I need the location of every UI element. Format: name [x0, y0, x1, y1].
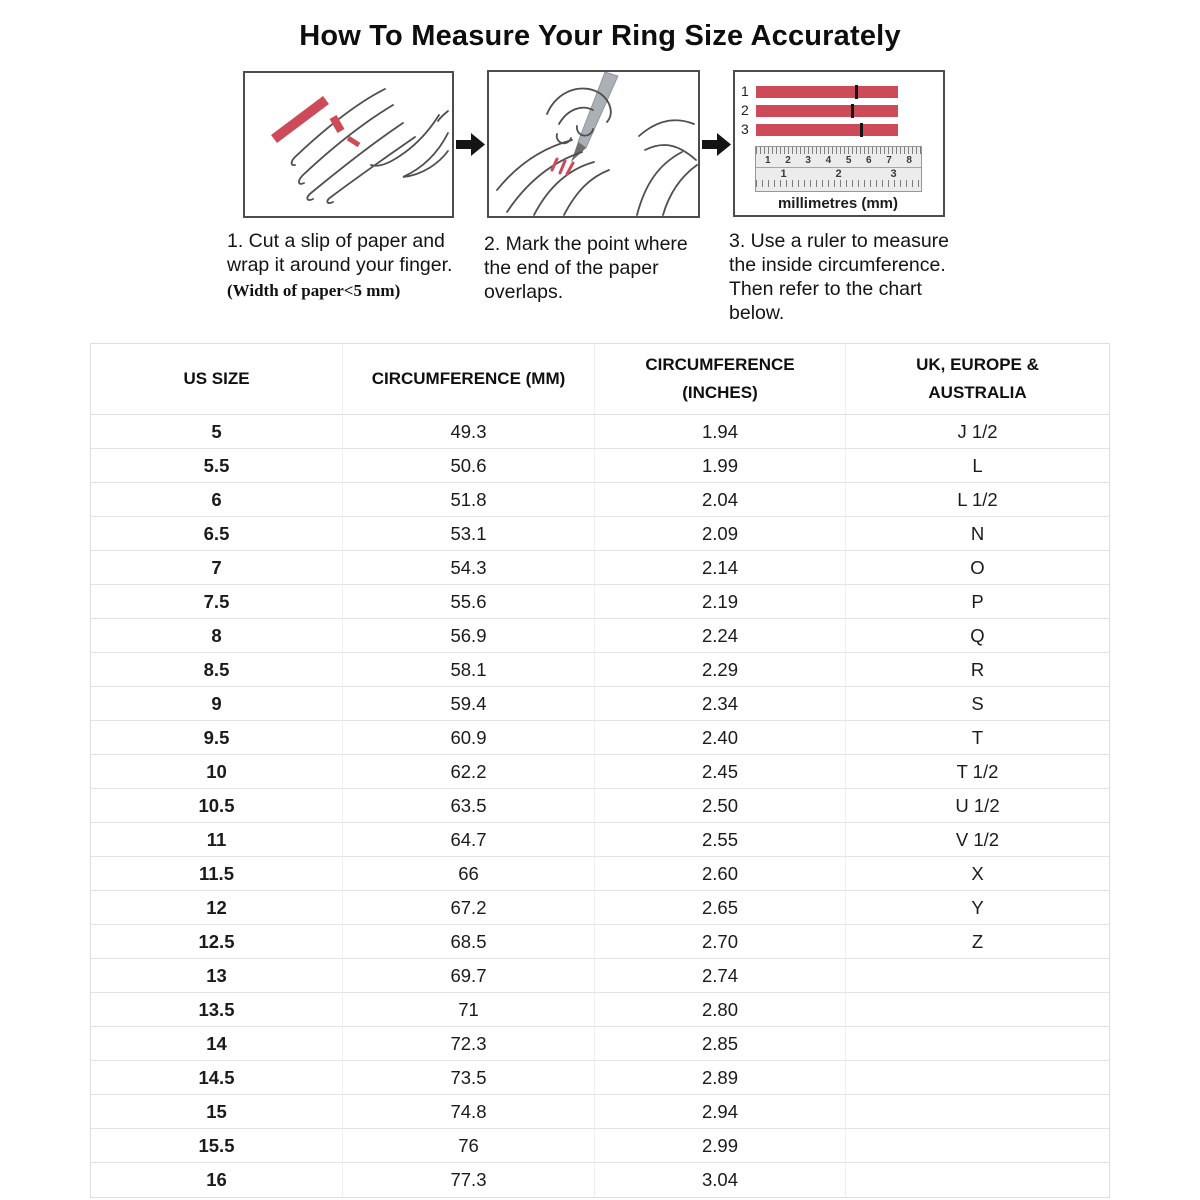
table-cell: 1.99 — [595, 449, 846, 483]
step2-caption-text: 2. Mark the point where the end of the paper overlaps. — [484, 233, 688, 303]
ruler-icon — [755, 146, 922, 192]
table-row — [91, 721, 1109, 755]
table-cell: 15 — [91, 1095, 343, 1129]
table-cell: 2.94 — [595, 1095, 846, 1129]
table-cell: J 1/2 — [846, 415, 1109, 449]
table-row — [91, 959, 1109, 993]
table-cell: 68.5 — [343, 925, 595, 959]
table-cell: 2.40 — [595, 721, 846, 755]
table-cell: 67.2 — [343, 891, 595, 925]
table-cell: 54.3 — [343, 551, 595, 585]
strip-number-label: 1 — [741, 83, 749, 99]
ruler-number: 2 — [785, 155, 791, 166]
table-cell — [846, 1027, 1109, 1061]
table-cell: X — [846, 857, 1109, 891]
table-cell: 72.3 — [343, 1027, 595, 1061]
table-cell: 51.8 — [343, 483, 595, 517]
table-cell: 76 — [343, 1129, 595, 1163]
table-body — [91, 415, 1109, 1197]
table-cell — [846, 1095, 1109, 1129]
ruler-number: 1 — [765, 155, 771, 166]
paper-strip-row — [741, 85, 898, 98]
table-cell — [846, 1061, 1109, 1095]
paper-strip — [756, 86, 898, 98]
table-cell: 7 — [91, 551, 343, 585]
ruler-number: 1 — [780, 168, 787, 180]
table-cell: T 1/2 — [846, 755, 1109, 789]
table-cell: Y — [846, 891, 1109, 925]
page-title: How To Measure Your Ring Size Accurately — [299, 20, 901, 52]
table-cell: L 1/2 — [846, 483, 1109, 517]
table-cell: 66 — [343, 857, 595, 891]
table-row — [91, 891, 1109, 925]
step3-caption-text: 3. Use a ruler to measure the inside circumference. Then refer to the chart below. — [729, 230, 950, 324]
table-row — [91, 1163, 1109, 1197]
ruler-number: 3 — [805, 155, 811, 166]
table-row — [91, 1027, 1109, 1061]
step1-caption-note: (Width of paper<5 mm) — [227, 281, 401, 300]
table-cell: 5.5 — [91, 449, 343, 483]
table-cell: 62.2 — [343, 755, 595, 789]
table-cell: 12.5 — [91, 925, 343, 959]
table-cell: 71 — [343, 993, 595, 1027]
table-row — [91, 483, 1109, 517]
ruler-number: 7 — [886, 155, 892, 166]
column-header-line: UK, EUROPE & — [916, 355, 1039, 374]
ruler-inch-numbers — [756, 168, 921, 180]
paper-strip — [756, 105, 898, 117]
step1-caption — [227, 229, 479, 302]
column-header-us-size — [91, 344, 343, 415]
table-cell — [846, 1163, 1109, 1197]
table-cell: 6.5 — [91, 517, 343, 551]
table-cell: 2.09 — [595, 517, 846, 551]
table-cell: 2.80 — [595, 993, 846, 1027]
table-cell: L — [846, 449, 1109, 483]
column-header-circumference-inches — [595, 344, 846, 415]
ruler-number: 4 — [825, 155, 832, 166]
ruler-cm-numbers — [756, 154, 921, 166]
ruler-ticks-bottom — [756, 180, 921, 187]
table-cell: 2.74 — [595, 959, 846, 993]
table-cell: 49.3 — [343, 415, 595, 449]
table-cell: 77.3 — [343, 1163, 595, 1197]
table-cell: O — [846, 551, 1109, 585]
table-row — [91, 1095, 1109, 1129]
hand-with-paper-strip-icon — [245, 73, 452, 216]
table-row — [91, 755, 1109, 789]
table-cell: N — [846, 517, 1109, 551]
table-row — [91, 993, 1109, 1027]
table-cell: 56.9 — [343, 619, 595, 653]
table-row — [91, 517, 1109, 551]
table-row — [91, 925, 1109, 959]
table-cell: 2.24 — [595, 619, 846, 653]
ruler-unit-label: millimetres (mm) — [777, 195, 899, 212]
table-row — [91, 551, 1109, 585]
step2-caption — [484, 232, 709, 304]
arrow-right-icon — [456, 131, 486, 163]
table-cell: 64.7 — [343, 823, 595, 857]
table-cell: 55.6 — [343, 585, 595, 619]
ruler-number: 2 — [835, 168, 842, 180]
table-cell — [846, 1129, 1109, 1163]
table-row — [91, 415, 1109, 449]
ring-size-table — [90, 343, 1110, 1198]
hands-marking-pen-icon — [489, 72, 698, 216]
table-row — [91, 789, 1109, 823]
table-cell: T — [846, 721, 1109, 755]
table-cell: 2.19 — [595, 585, 846, 619]
table-cell: 2.89 — [595, 1061, 846, 1095]
table-cell: 2.65 — [595, 891, 846, 925]
table-cell: 60.9 — [343, 721, 595, 755]
table-cell: 2.70 — [595, 925, 846, 959]
table-cell: 2.45 — [595, 755, 846, 789]
paper-strip-row — [741, 104, 898, 117]
paper-strip — [756, 124, 898, 136]
table-cell: 2.29 — [595, 653, 846, 687]
table-cell — [846, 959, 1109, 993]
mark-tick — [860, 123, 863, 137]
table-cell: 11.5 — [91, 857, 343, 891]
table-header-row — [91, 344, 1109, 415]
table-cell: 59.4 — [343, 687, 595, 721]
table-cell: 2.14 — [595, 551, 846, 585]
table-cell: P — [846, 585, 1109, 619]
table-cell: 9 — [91, 687, 343, 721]
table-cell: 2.85 — [595, 1027, 846, 1061]
mark-tick — [855, 85, 858, 99]
table-cell — [846, 993, 1109, 1027]
table-cell: 1.94 — [595, 415, 846, 449]
step3-illustration — [733, 70, 945, 217]
step1-illustration — [243, 71, 454, 218]
column-header-line: US SIZE — [183, 369, 250, 388]
table-cell: 2.04 — [595, 483, 846, 517]
table-cell: 16 — [91, 1163, 343, 1197]
table-cell: 69.7 — [343, 959, 595, 993]
strip-number-label: 3 — [741, 121, 749, 137]
table-cell: 2.99 — [595, 1129, 846, 1163]
table-cell: S — [846, 687, 1109, 721]
column-header-line: CIRCUMFERENCE (MM) — [371, 369, 566, 388]
step3-caption — [729, 229, 971, 325]
table-cell: 2.60 — [595, 857, 846, 891]
column-header-uk-europe-australia — [846, 344, 1109, 415]
table-cell: 10 — [91, 755, 343, 789]
table-cell: 13 — [91, 959, 343, 993]
table-cell: 2.34 — [595, 687, 846, 721]
step1-caption-text: 1. Cut a slip of paper and wrap it around your finger. — [227, 230, 453, 276]
table-row — [91, 687, 1109, 721]
table-cell: 14 — [91, 1027, 343, 1061]
table-cell: 6 — [91, 483, 343, 517]
table-cell: 74.8 — [343, 1095, 595, 1129]
table-row — [91, 449, 1109, 483]
arrow-right-icon — [702, 131, 732, 163]
table-cell: 8.5 — [91, 653, 343, 687]
table-cell: U 1/2 — [846, 789, 1109, 823]
paper-strip-row — [741, 123, 898, 136]
table-cell: V 1/2 — [846, 823, 1109, 857]
ruler-number: 3 — [890, 168, 897, 180]
ruler-number: 6 — [866, 155, 872, 166]
table-cell: 63.5 — [343, 789, 595, 823]
column-header-circumference-mm — [343, 344, 595, 415]
column-header-line: AUSTRALIA — [928, 383, 1027, 402]
ruler-number: 5 — [845, 155, 852, 166]
table-cell: 53.1 — [343, 517, 595, 551]
table-row — [91, 585, 1109, 619]
step2-illustration — [487, 70, 700, 218]
table-row — [91, 619, 1109, 653]
table-row — [91, 823, 1109, 857]
table-cell: R — [846, 653, 1109, 687]
table-cell: 50.6 — [343, 449, 595, 483]
table-row — [91, 1061, 1109, 1095]
table-cell: 10.5 — [91, 789, 343, 823]
column-header-line: CIRCUMFERENCE — [645, 355, 795, 374]
table-cell: 5 — [91, 415, 343, 449]
table-cell: 3.04 — [595, 1163, 846, 1197]
table-cell: 2.50 — [595, 789, 846, 823]
table-cell: 14.5 — [91, 1061, 343, 1095]
table-cell: 2.55 — [595, 823, 846, 857]
table-row — [91, 653, 1109, 687]
table-row — [91, 1129, 1109, 1163]
table-cell: 73.5 — [343, 1061, 595, 1095]
table-cell: 11 — [91, 823, 343, 857]
table-cell: 8 — [91, 619, 343, 653]
table-cell: 9.5 — [91, 721, 343, 755]
column-header-line: (INCHES) — [682, 383, 758, 402]
table-cell: Q — [846, 619, 1109, 653]
table-cell: 13.5 — [91, 993, 343, 1027]
table-cell: 58.1 — [343, 653, 595, 687]
table-cell: 7.5 — [91, 585, 343, 619]
table-cell: Z — [846, 925, 1109, 959]
table-row — [91, 857, 1109, 891]
ruler-ticks-top — [756, 147, 921, 154]
ruler-number: 8 — [906, 155, 912, 166]
strip-number-label: 2 — [741, 102, 749, 118]
mark-tick — [851, 104, 854, 118]
table-cell: 15.5 — [91, 1129, 343, 1163]
table-cell: 12 — [91, 891, 343, 925]
